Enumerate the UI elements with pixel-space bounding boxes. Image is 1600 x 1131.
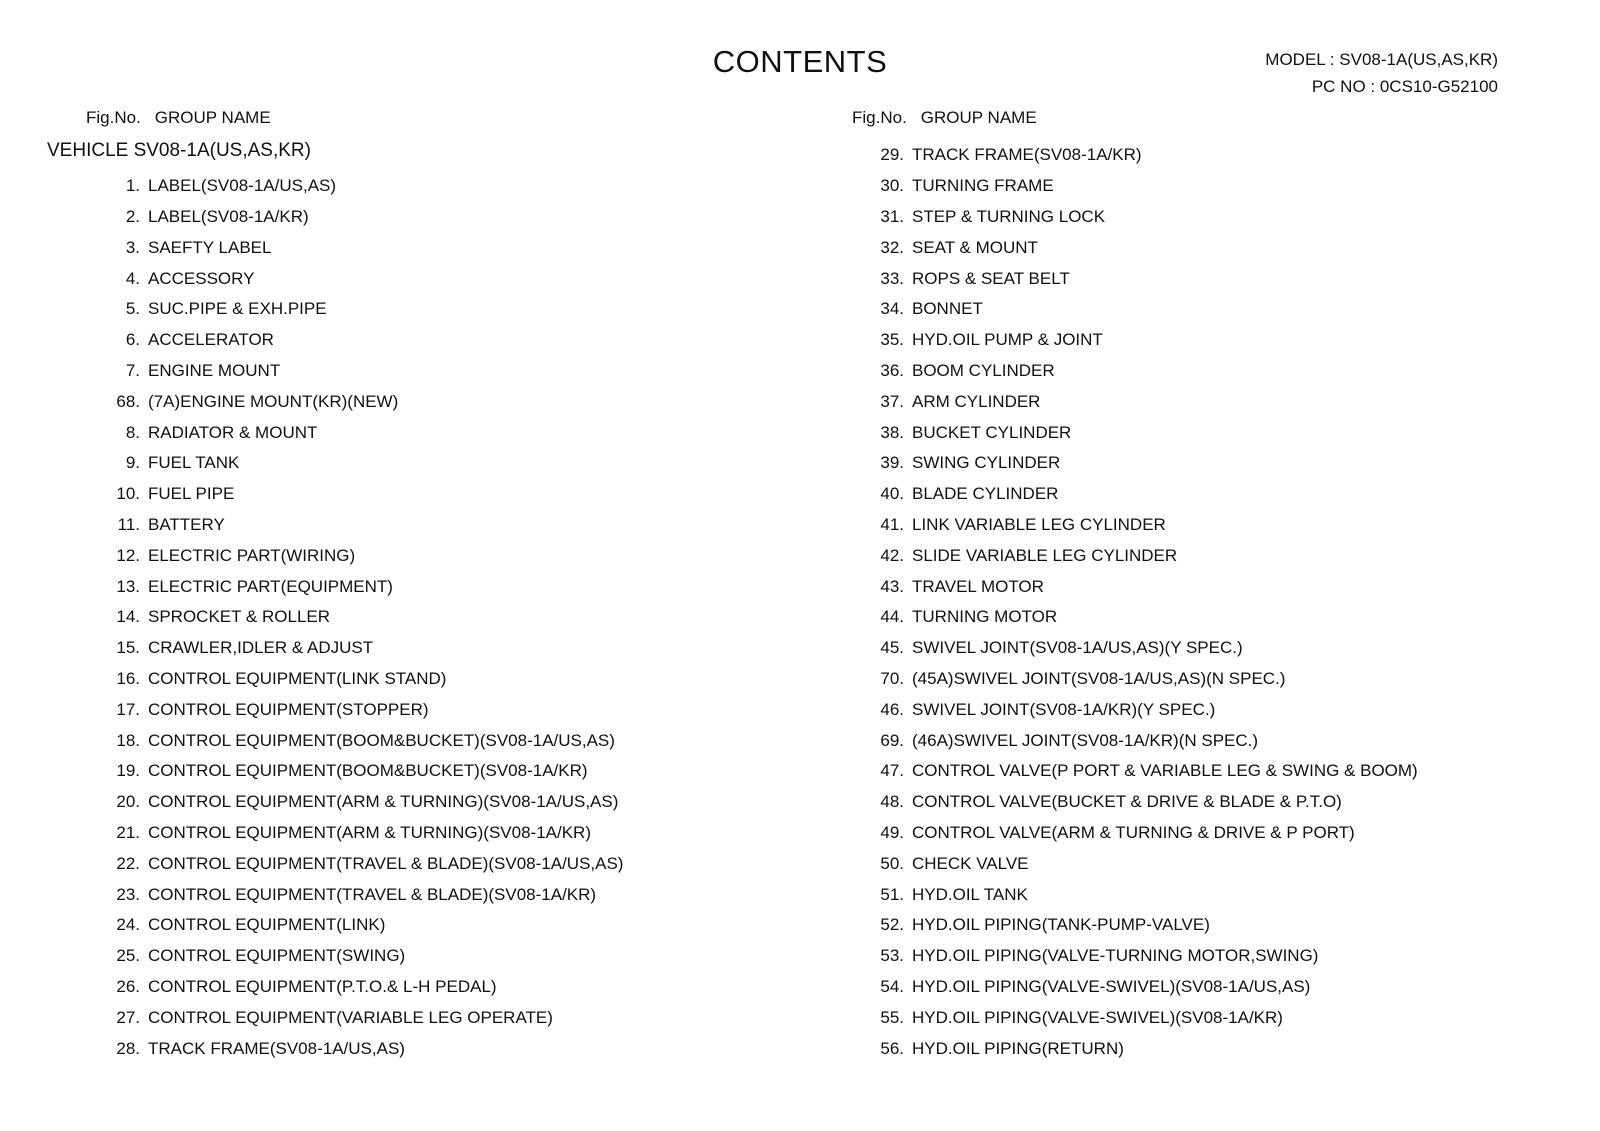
fig-number: 15.: [116, 638, 140, 658]
group-name: HYD.OIL PIPING(RETURN): [912, 1038, 1124, 1058]
fig-number: 70.: [880, 668, 904, 688]
fig-number: 38.: [880, 422, 904, 442]
group-name: CONTROL VALVE(BUCKET & DRIVE & BLADE & P.T.O): [912, 792, 1342, 812]
contents-entry[interactable]: [880, 910, 1418, 941]
fig-number: 35.: [880, 330, 904, 350]
fig-number: 19.: [116, 761, 140, 781]
group-name: ACCELERATOR: [148, 330, 274, 350]
group-name: FUEL PIPE: [148, 484, 235, 504]
fig-number: 13.: [116, 576, 140, 596]
fig-number: 29.: [880, 145, 904, 165]
contents-entry[interactable]: [116, 171, 623, 202]
fig-number: 23.: [116, 884, 140, 904]
group-name: FUEL TANK: [148, 453, 240, 473]
contents-entry[interactable]: [880, 571, 1418, 602]
fig-number: 56.: [880, 1038, 904, 1058]
contents-entry[interactable]: [116, 694, 623, 725]
contents-entry[interactable]: [880, 787, 1418, 818]
contents-entry[interactable]: [116, 356, 623, 387]
contents-entry[interactable]: [880, 325, 1418, 356]
contents-entry[interactable]: [880, 633, 1418, 664]
group-name: ELECTRIC PART(EQUIPMENT): [148, 576, 393, 596]
fig-number: 4.: [125, 268, 140, 288]
contents-entry[interactable]: [880, 602, 1418, 633]
group-name: TURNING FRAME: [912, 176, 1054, 196]
group-name: ARM CYLINDER: [912, 391, 1041, 411]
contents-entry[interactable]: [116, 664, 623, 695]
contents-entry[interactable]: [116, 910, 623, 941]
fig-number: 55.: [880, 1007, 904, 1027]
group-name: TRAVEL MOTOR: [912, 576, 1044, 596]
contents-entry[interactable]: [880, 479, 1418, 510]
group-name: HYD.OIL PIPING(VALVE-SWIVEL)(SV08-1A/KR): [912, 1007, 1283, 1027]
list-spacer: [116, 140, 623, 171]
contents-entry[interactable]: [880, 879, 1418, 910]
contents-entry[interactable]: [880, 1002, 1418, 1033]
fig-number: 43.: [880, 576, 904, 596]
fig-number: 9.: [125, 453, 140, 473]
fig-number: 5.: [125, 299, 140, 319]
contents-entry[interactable]: [116, 756, 623, 787]
contents-entry[interactable]: [880, 263, 1418, 294]
contents-entry[interactable]: [116, 540, 623, 571]
contents-entry[interactable]: [880, 1033, 1418, 1064]
group-name: ROPS & SEAT BELT: [912, 268, 1070, 288]
group-name: SUC.PIPE & EXH.PIPE: [148, 299, 327, 319]
group-name: HYD.OIL PIPING(VALVE-SWIVEL)(SV08-1A/US,AS): [912, 976, 1311, 996]
group-name: LABEL(SV08-1A/US,AS): [148, 176, 337, 196]
model-label: MODEL : SV08-1A(US,AS,KR): [1265, 50, 1498, 69]
left-contents-list: [116, 140, 623, 1064]
fig-number: 16.: [116, 668, 140, 688]
contents-entry[interactable]: [116, 294, 623, 325]
right-contents-list: [880, 140, 1418, 1064]
contents-entry[interactable]: [116, 571, 623, 602]
fig-number: 21.: [116, 822, 140, 842]
left-column-header: [86, 108, 271, 128]
group-name: LABEL(SV08-1A/KR): [148, 206, 309, 226]
fig-number: 37.: [880, 391, 904, 411]
fig-number: 12.: [116, 545, 140, 565]
group-name: TURNING MOTOR: [912, 607, 1058, 627]
contents-entry[interactable]: [116, 1002, 623, 1033]
fig-number: 45.: [880, 638, 904, 658]
contents-entry[interactable]: [880, 510, 1418, 541]
contents-entry[interactable]: [880, 202, 1418, 233]
contents-entry[interactable]: [880, 386, 1418, 417]
group-name: ENGINE MOUNT: [148, 360, 281, 380]
fig-number: 36.: [880, 360, 904, 380]
group-name: HYD.OIL PIPING(VALVE-TURNING MOTOR,SWING): [912, 946, 1319, 966]
contents-entry[interactable]: [116, 202, 623, 233]
contents-entry[interactable]: [880, 694, 1418, 725]
group-name: BATTERY: [148, 514, 225, 534]
contents-entry[interactable]: [880, 756, 1418, 787]
contents-entry[interactable]: [880, 356, 1418, 387]
fig-number: 14.: [116, 607, 140, 627]
fig-number: 6.: [125, 330, 140, 350]
contents-entry[interactable]: [116, 725, 623, 756]
fig-number: 18.: [116, 730, 140, 750]
group-name: CRAWLER,IDLER & ADJUST: [148, 638, 374, 658]
fig-number: 40.: [880, 484, 904, 504]
group-name: SLIDE VARIABLE LEG CYLINDER: [912, 545, 1178, 565]
fig-number: 8.: [125, 422, 140, 442]
group-name: HYD.OIL TANK: [912, 884, 1028, 904]
fig-number: 1.: [125, 176, 140, 196]
contents-entry[interactable]: [116, 602, 623, 633]
fig-number: 17.: [116, 699, 140, 719]
group-name: SEAT & MOUNT: [912, 237, 1038, 257]
group-name: SWIVEL JOINT(SV08-1A/KR)(Y SPEC.): [912, 699, 1216, 719]
fig-number: 27.: [116, 1007, 140, 1027]
fig-number: 34.: [880, 299, 904, 319]
document-meta: [1265, 46, 1498, 100]
group-name: BLADE CYLINDER: [912, 484, 1059, 504]
fig-number: 28.: [116, 1038, 140, 1058]
group-name: TRACK FRAME(SV08-1A/US,AS): [148, 1038, 405, 1058]
fig-number: 10.: [116, 484, 140, 504]
fig-number: 69.: [880, 730, 904, 750]
fig-number: 2.: [125, 206, 140, 226]
page-title: CONTENTS: [712, 44, 888, 79]
group-name-header: GROUP NAME: [154, 108, 271, 127]
contents-entry[interactable]: [880, 818, 1418, 849]
group-name-header: GROUP NAME: [920, 108, 1037, 127]
contents-entry[interactable]: [880, 664, 1418, 695]
fig-number: 47.: [880, 761, 904, 781]
group-name: SAEFTY LABEL: [148, 237, 272, 257]
contents-entry[interactable]: [116, 232, 623, 263]
fig-number: 20.: [116, 792, 140, 812]
contents-entry[interactable]: [116, 633, 623, 664]
group-name: CONTROL EQUIPMENT(TRAVEL & BLADE)(SV08-1A/US,AS): [148, 853, 624, 873]
fig-number: 53.: [880, 946, 904, 966]
fig-number: 25.: [116, 946, 140, 966]
contents-entry[interactable]: [116, 787, 623, 818]
group-name: CONTROL EQUIPMENT(BOOM&BUCKET)(SV08-1A/US,AS): [148, 730, 615, 750]
contents-entry[interactable]: [880, 448, 1418, 479]
group-name: ELECTRIC PART(WIRING): [148, 545, 356, 565]
contents-entry[interactable]: [880, 417, 1418, 448]
fig-number: 44.: [880, 607, 904, 627]
group-name: CONTROL EQUIPMENT(ARM & TURNING)(SV08-1A/US,AS): [148, 792, 619, 812]
group-name: CONTROL EQUIPMENT(BOOM&BUCKET)(SV08-1A/KR): [148, 761, 588, 781]
contents-entry[interactable]: [880, 540, 1418, 571]
fig-number: 26.: [116, 976, 140, 996]
group-name: CONTROL VALVE(ARM & TURNING & DRIVE & P PORT): [912, 822, 1355, 842]
fig-number: 33.: [880, 268, 904, 288]
group-name: STEP & TURNING LOCK: [912, 206, 1106, 226]
group-name: CONTROL EQUIPMENT(TRAVEL & BLADE)(SV08-1A/KR): [148, 884, 597, 904]
contents-entry[interactable]: [116, 448, 623, 479]
group-name: SPROCKET & ROLLER: [148, 607, 331, 627]
contents-entry[interactable]: [116, 417, 623, 448]
contents-entry[interactable]: [116, 1033, 623, 1064]
group-name: HYD.OIL PUMP & JOINT: [912, 330, 1103, 350]
contents-entry[interactable]: [116, 818, 623, 849]
fig-no-header: Fig.No.: [852, 108, 907, 127]
group-name: BUCKET CYLINDER: [912, 422, 1072, 442]
contents-entry[interactable]: [116, 325, 623, 356]
contents-entry[interactable]: [116, 479, 623, 510]
fig-number: 39.: [880, 453, 904, 473]
group-name: RADIATOR & MOUNT: [148, 422, 318, 442]
group-name: LINK VARIABLE LEG CYLINDER: [912, 514, 1166, 534]
contents-entry[interactable]: [116, 879, 623, 910]
fig-number: 24.: [116, 915, 140, 935]
group-name: ACCESSORY: [148, 268, 255, 288]
contents-entry[interactable]: [116, 510, 623, 541]
fig-number: 48.: [880, 792, 904, 812]
contents-entry[interactable]: [880, 140, 1418, 171]
group-name: HYD.OIL PIPING(TANK-PUMP-VALVE): [912, 915, 1210, 935]
contents-entry[interactable]: [116, 848, 623, 879]
right-column-header: [852, 108, 1037, 128]
group-name: SWIVEL JOINT(SV08-1A/US,AS)(Y SPEC.): [912, 638, 1243, 658]
group-name: CHECK VALVE: [912, 853, 1029, 873]
fig-number: 46.: [880, 699, 904, 719]
fig-number: 54.: [880, 976, 904, 996]
group-name: CONTROL EQUIPMENT(STOPPER): [148, 699, 429, 719]
fig-number: 11.: [117, 514, 140, 534]
group-name: CONTROL EQUIPMENT(SWING): [148, 946, 406, 966]
fig-number: 31.: [880, 206, 904, 226]
contents-entry[interactable]: [880, 972, 1418, 1003]
group-name: CONTROL VALVE(P PORT & VARIABLE LEG & SWING & BOOM): [912, 761, 1418, 781]
contents-entry[interactable]: [116, 941, 623, 972]
group-name: (46A)SWIVEL JOINT(SV08-1A/KR)(N SPEC.): [912, 730, 1259, 750]
pc-number-label: PC NO : 0CS10-G52100: [1311, 77, 1498, 96]
fig-number: 3.: [125, 237, 140, 257]
group-name: CONTROL EQUIPMENT(LINK): [148, 915, 386, 935]
group-name: BONNET: [912, 299, 983, 319]
contents-entry[interactable]: [880, 294, 1418, 325]
contents-entry[interactable]: [880, 725, 1418, 756]
fig-number: 52.: [880, 915, 904, 935]
group-name: BOOM CYLINDER: [912, 360, 1055, 380]
vehicle-group-title: VEHICLE SV08-1A(US,AS,KR): [47, 140, 311, 161]
contents-entry[interactable]: [116, 263, 623, 294]
fig-number: 51.: [880, 884, 904, 904]
fig-number: 49.: [880, 822, 904, 842]
group-name: CONTROL EQUIPMENT(P.T.O.& L-H PEDAL): [148, 976, 497, 996]
fig-number: 7.: [125, 360, 140, 380]
fig-number: 32.: [880, 237, 904, 257]
fig-number: 68.: [116, 391, 140, 411]
fig-number: 41.: [880, 514, 904, 534]
group-name: CONTROL EQUIPMENT(ARM & TURNING)(SV08-1A/KR): [148, 822, 591, 842]
fig-number: 42.: [880, 545, 904, 565]
fig-number: 22.: [116, 853, 140, 873]
group-name: CONTROL EQUIPMENT(LINK STAND): [148, 668, 447, 688]
contents-entry[interactable]: [880, 941, 1418, 972]
group-name: CONTROL EQUIPMENT(VARIABLE LEG OPERATE): [148, 1007, 553, 1027]
group-name: (45A)SWIVEL JOINT(SV08-1A/US,AS)(N SPEC.): [912, 668, 1286, 688]
contents-entry[interactable]: [880, 171, 1418, 202]
contents-entry[interactable]: [880, 848, 1418, 879]
contents-entry[interactable]: [880, 232, 1418, 263]
contents-entry[interactable]: [116, 972, 623, 1003]
contents-entry[interactable]: [116, 386, 623, 417]
group-name: SWING CYLINDER: [912, 453, 1061, 473]
group-name: TRACK FRAME(SV08-1A/KR): [912, 145, 1142, 165]
group-name: (7A)ENGINE MOUNT(KR)(NEW): [148, 391, 399, 411]
fig-number: 30.: [880, 176, 904, 196]
fig-no-header: Fig.No.: [86, 108, 141, 127]
fig-number: 50.: [880, 853, 904, 873]
